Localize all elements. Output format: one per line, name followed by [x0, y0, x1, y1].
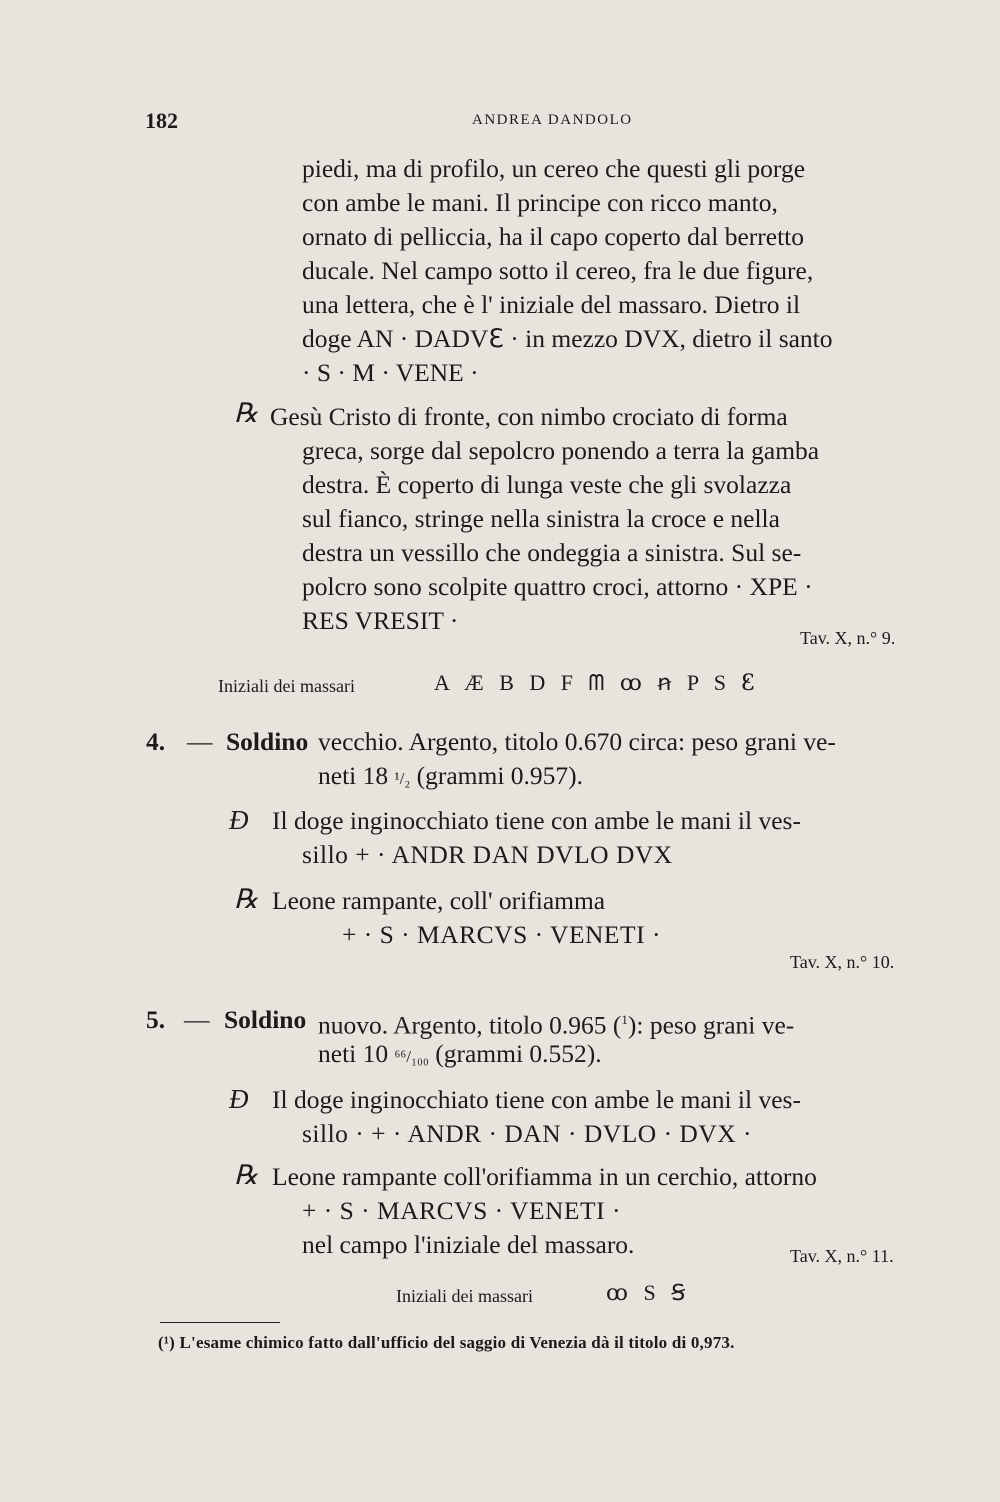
plate-reference-9: Tav. X, n.° 9. [800, 628, 896, 648]
plate-reference-10: Tav. X, n.° 10. [790, 952, 895, 972]
item-5-grams: (grammi 0.552). [435, 1039, 602, 1068]
item-4-reverse-1: Leone rampante, coll' orifiamma [272, 886, 606, 915]
description-line-7: · S · M · VENE · [302, 358, 479, 387]
reverse-symbol-5: ℞ [234, 1160, 259, 1190]
item-5-obverse-2: sillo · + · ANDR · DAN · DVLO · DVX · [302, 1119, 753, 1148]
item-5-text-1 [318, 1003, 794, 1042]
item-5-title: nuovo. Argento, titolo 0.965 ( [318, 1010, 622, 1040]
reverse-symbol: ℞ [234, 398, 259, 428]
footnote [158, 1333, 735, 1353]
item-4-reverse-2: + · S · MARCVS · VENETI · [342, 920, 661, 949]
item-4-weight: neti 18 [318, 761, 389, 790]
running-title: ANDREA DANDOLO [472, 112, 633, 128]
item-4-text-1: vecchio. Argento, titolo 0.670 circa: peso grani ve- [318, 727, 836, 756]
item-5-name: Soldino [224, 1005, 307, 1034]
reverse-line-7: RES VRESIT · [302, 606, 459, 635]
initials-label-2: Iniziali dei massari [396, 1286, 533, 1306]
item-5-reverse-3: nel campo l'iniziale del massaro. [302, 1230, 635, 1259]
item-4-name: Soldino [226, 727, 309, 756]
footnote-rule [160, 1322, 280, 1323]
initials-label: Iniziali dei massari [218, 676, 355, 696]
item-5-reverse-2: + · S · MARCVS · VENETI · [302, 1196, 621, 1225]
item-5-dash: — [184, 1005, 210, 1034]
item-5-weight-prefix: ): peso grani ve- [627, 1010, 795, 1040]
item-5-number: 5. [146, 1005, 166, 1034]
reverse-line-3: destra. È coperto di lunga veste che gli svolazza [302, 470, 792, 499]
item-4-grams: (grammi 0.957). [416, 761, 584, 790]
reverse-line-5: destra un vessillo che ondeggia a sinistra. Sul se- [302, 538, 802, 567]
description-line-3: ornato di pelliccia, ha il capo coperto dal berretto [302, 222, 804, 251]
plate-reference-11: Tav. X, n.° 11. [790, 1246, 894, 1266]
item-4-text-2 [318, 759, 583, 795]
item-5-fraction: ⁶⁶/₁₀₀ [394, 1047, 429, 1066]
item-5-weight: neti 10 [318, 1039, 389, 1068]
description-line-5: una lettera, che è l' iniziale del massaro. Dietro il [302, 290, 801, 319]
item-5-text-2 [318, 1037, 602, 1073]
description-line-1: piedi, ma di profilo, un cereo che questi gli porge [302, 154, 806, 183]
reverse-line-4: sul fianco, stringe nella sinistra la croce e nella [302, 504, 780, 533]
obverse-symbol-5: Ð [229, 1084, 249, 1114]
item-4-obverse-1: Il doge inginocchiato tiene con ambe le mani il ves- [272, 806, 801, 835]
obverse-symbol-4: Ð [229, 805, 249, 835]
footnote-marker: (¹) [158, 1333, 176, 1352]
item-4-number: 4. [146, 727, 166, 756]
initials-letters-2: ꝏ S Ꞩ [606, 1280, 686, 1305]
page-number: 182 [145, 108, 178, 133]
reverse-line-1: Gesù Cristo di fronte, con nimbo crociato di forma [270, 402, 788, 431]
reverse-line-2: greca, sorge dal sepolcro ponendo a terra la gamba [302, 436, 820, 465]
item-5-obverse-1: Il doge inginocchiato tiene con ambe le mani il ves- [272, 1085, 801, 1114]
footnote-reference[interactable]: 1 [621, 1012, 628, 1027]
item-4-fraction: ¹/₂ [394, 769, 411, 788]
item-4-dash: — [187, 727, 213, 756]
item-5-reverse-1: Leone rampante coll'orifiamma in un cerchio, attorno [272, 1162, 817, 1191]
reverse-line-6: polcro sono scolpite quattro croci, attorno · XPE · [302, 572, 813, 601]
description-line-6: doge AN · DADVℇ · in mezzo DVX, dietro il santo [302, 324, 833, 353]
initials-letters: A Æ B D F ᗰ ꝏ ꞥ P S Ꜫ [434, 670, 755, 695]
reverse-symbol-4: ℞ [234, 884, 259, 914]
description-line-4: ducale. Nel campo sotto il cereo, fra le due figure, [302, 256, 814, 285]
item-4-obverse-2: sillo + · ANDR DAN DVLO DVX [302, 840, 673, 869]
description-line-2: con ambe le mani. Il principe con ricco manto, [302, 188, 778, 217]
footnote-text: L'esame chimico fatto dall'ufficio del saggio di Venezia dà il titolo di 0,973. [179, 1333, 735, 1352]
